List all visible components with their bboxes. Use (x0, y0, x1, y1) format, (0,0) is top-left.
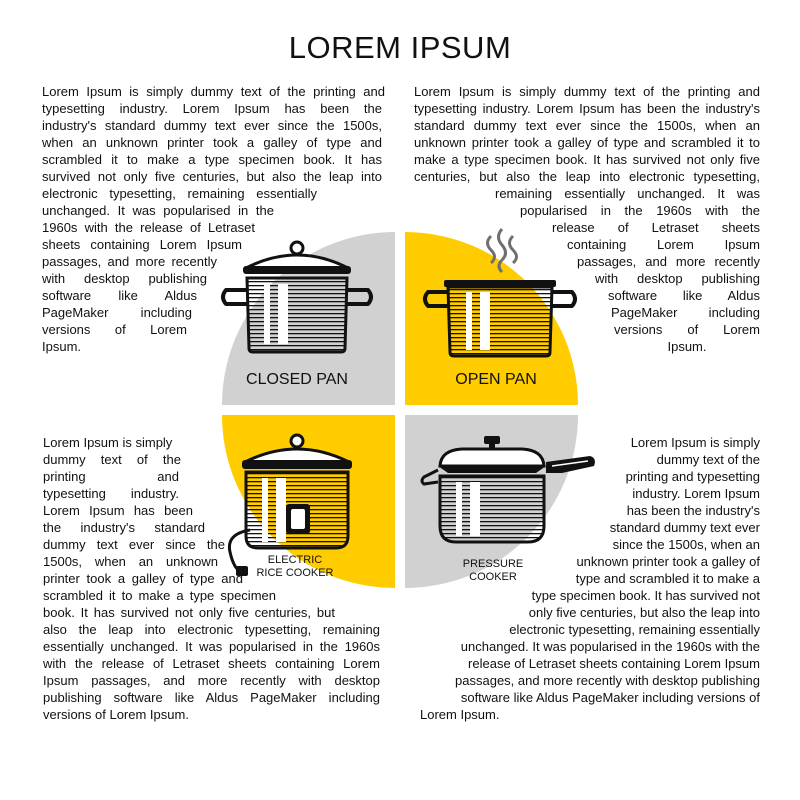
text-line: dummy text of the (43, 452, 181, 467)
text-line: with the release of Letraset sheets containing Lorem (43, 656, 380, 671)
text-line: software like Aldus (42, 288, 197, 303)
text-line: popularised in the 1960s with the (520, 203, 760, 218)
text-line: survived not only five centuries, but also the leap into (42, 169, 382, 184)
text-line: typesetting industry. Lorem Ipsum has been the (42, 101, 382, 116)
text-line: passages, and more recently with desktop publishing (455, 673, 760, 688)
text-line: dummy text ever since the (43, 537, 225, 552)
page-title: LOREM IPSUM (288, 30, 512, 65)
text-line: book. It has survived not only five centuries, but (43, 605, 335, 620)
text-line: sheets containing Lorem Ipsum (42, 237, 242, 252)
text-line: printing and (43, 469, 179, 484)
text-line: printer took a galley of type and (43, 571, 243, 586)
text-line: typesetting industry. (43, 486, 179, 501)
text-line: Lorem Ipsum is simply dummy text of the printing and (42, 84, 385, 99)
pressure-cooker-label-line: COOKER (469, 571, 517, 583)
text-line: PageMaker including (42, 305, 192, 320)
text-line: versions of Lorem (614, 322, 760, 337)
text-line: software like Aldus PageMaker including versions of (460, 690, 760, 705)
text-line: industry. Lorem Ipsum (632, 486, 760, 501)
text-line: centuries, but also the leap into electronic typesetting, (414, 169, 760, 184)
text-line: standard dummy text ever (609, 520, 760, 535)
text-block-top-left (42, 83, 385, 355)
text-line: scrambled it to make a type specimen book. It has (42, 152, 382, 167)
text-line: the industry's standard (43, 520, 205, 535)
text-line: make a type specimen book. It has survived not only five (414, 152, 760, 167)
text-line: Ipsum passages, and more recently with desktop (43, 673, 380, 688)
text-line: industry's standard dummy text ever since the 1500s, (42, 118, 382, 133)
text-line: publishing software like Aldus PageMaker including (43, 690, 380, 705)
text-line: remaining essentially unchanged. It was (495, 186, 760, 201)
text-line: electronic typesetting, remaining essentially (509, 622, 760, 637)
text-line: type specimen book. It has survived not (531, 588, 760, 603)
text-line: printing and typesetting (625, 469, 760, 484)
text-block-bottom-right (420, 434, 760, 723)
text-line: type and scrambled it to make a (575, 571, 760, 586)
text-line: Lorem Ipsum is simply dummy text of the printing and (414, 84, 760, 99)
text-block-top-right (414, 83, 760, 355)
text-line: essentially unchanged. It was popularised in the 1960s (43, 639, 380, 654)
text-line: Lorem Ipsum has been (43, 503, 193, 518)
text-line: Lorem Ipsum is simply (43, 435, 173, 450)
closed-pan-label: CLOSED PAN (246, 371, 348, 388)
text-line: Lorem Ipsum is simply (630, 435, 760, 450)
text-line: release of Letraset sheets (552, 220, 760, 235)
text-line: only five centuries, but also the leap into (528, 605, 760, 620)
text-line: Ipsum. (42, 339, 82, 354)
pressure-cooker-label-line: PRESSURE (462, 558, 524, 570)
text-line: when an unknown printer took a galley of type and (42, 135, 382, 150)
text-line: Ipsum. (667, 339, 707, 354)
text-line: typesetting industry. Lorem Ipsum has been the industry's (414, 101, 760, 116)
text-line: containing Lorem Ipsum (567, 237, 760, 252)
text-line: software like Aldus (608, 288, 760, 303)
text-line: versions of Lorem Ipsum. (43, 707, 189, 722)
text-line: PageMaker including (611, 305, 760, 320)
rice-cooker-label-line: RICE COOKER (256, 567, 334, 579)
text-line: electronic typesetting, remaining essentially (42, 186, 317, 201)
text-line: with desktop publishing (42, 271, 207, 286)
open-pan-label: OPEN PAN (455, 371, 537, 388)
text-line: has been the industry's (626, 503, 760, 518)
text-line: 1500s, when an unknown (43, 554, 218, 569)
rice-cooker-label-line: ELECTRIC (267, 554, 323, 566)
text-line: also the leap into electronic typesetting, remaining (43, 622, 380, 637)
text-line: versions of Lorem (42, 322, 187, 337)
text-line: dummy text of the (656, 452, 760, 467)
text-line: with desktop publishing (595, 271, 760, 286)
text-line: standard dummy text ever since the 1500s, when an (414, 118, 760, 133)
text-line: since the 1500s, when an (612, 537, 760, 552)
text-line: Lorem Ipsum. (420, 707, 500, 722)
text-line: passages, and more recently (577, 254, 760, 269)
text-line: unchanged. It was popularised in the 1960s with the (460, 639, 760, 654)
text-line: scrambled it to make a type specimen (43, 588, 276, 603)
text-line: unchanged. It was popularised in the (42, 203, 274, 218)
text-line: unknown printer took a galley of (576, 554, 760, 569)
text-line: release of Letraset sheets containing Lorem Ipsum (468, 656, 760, 671)
text-line: unknown printer took a galley of type and scrambled it to (414, 135, 760, 150)
text-line: 1960s with the release of Letraset (42, 220, 255, 235)
text-line: passages, and more recently (42, 254, 217, 269)
text-block-bottom-left (43, 434, 380, 723)
